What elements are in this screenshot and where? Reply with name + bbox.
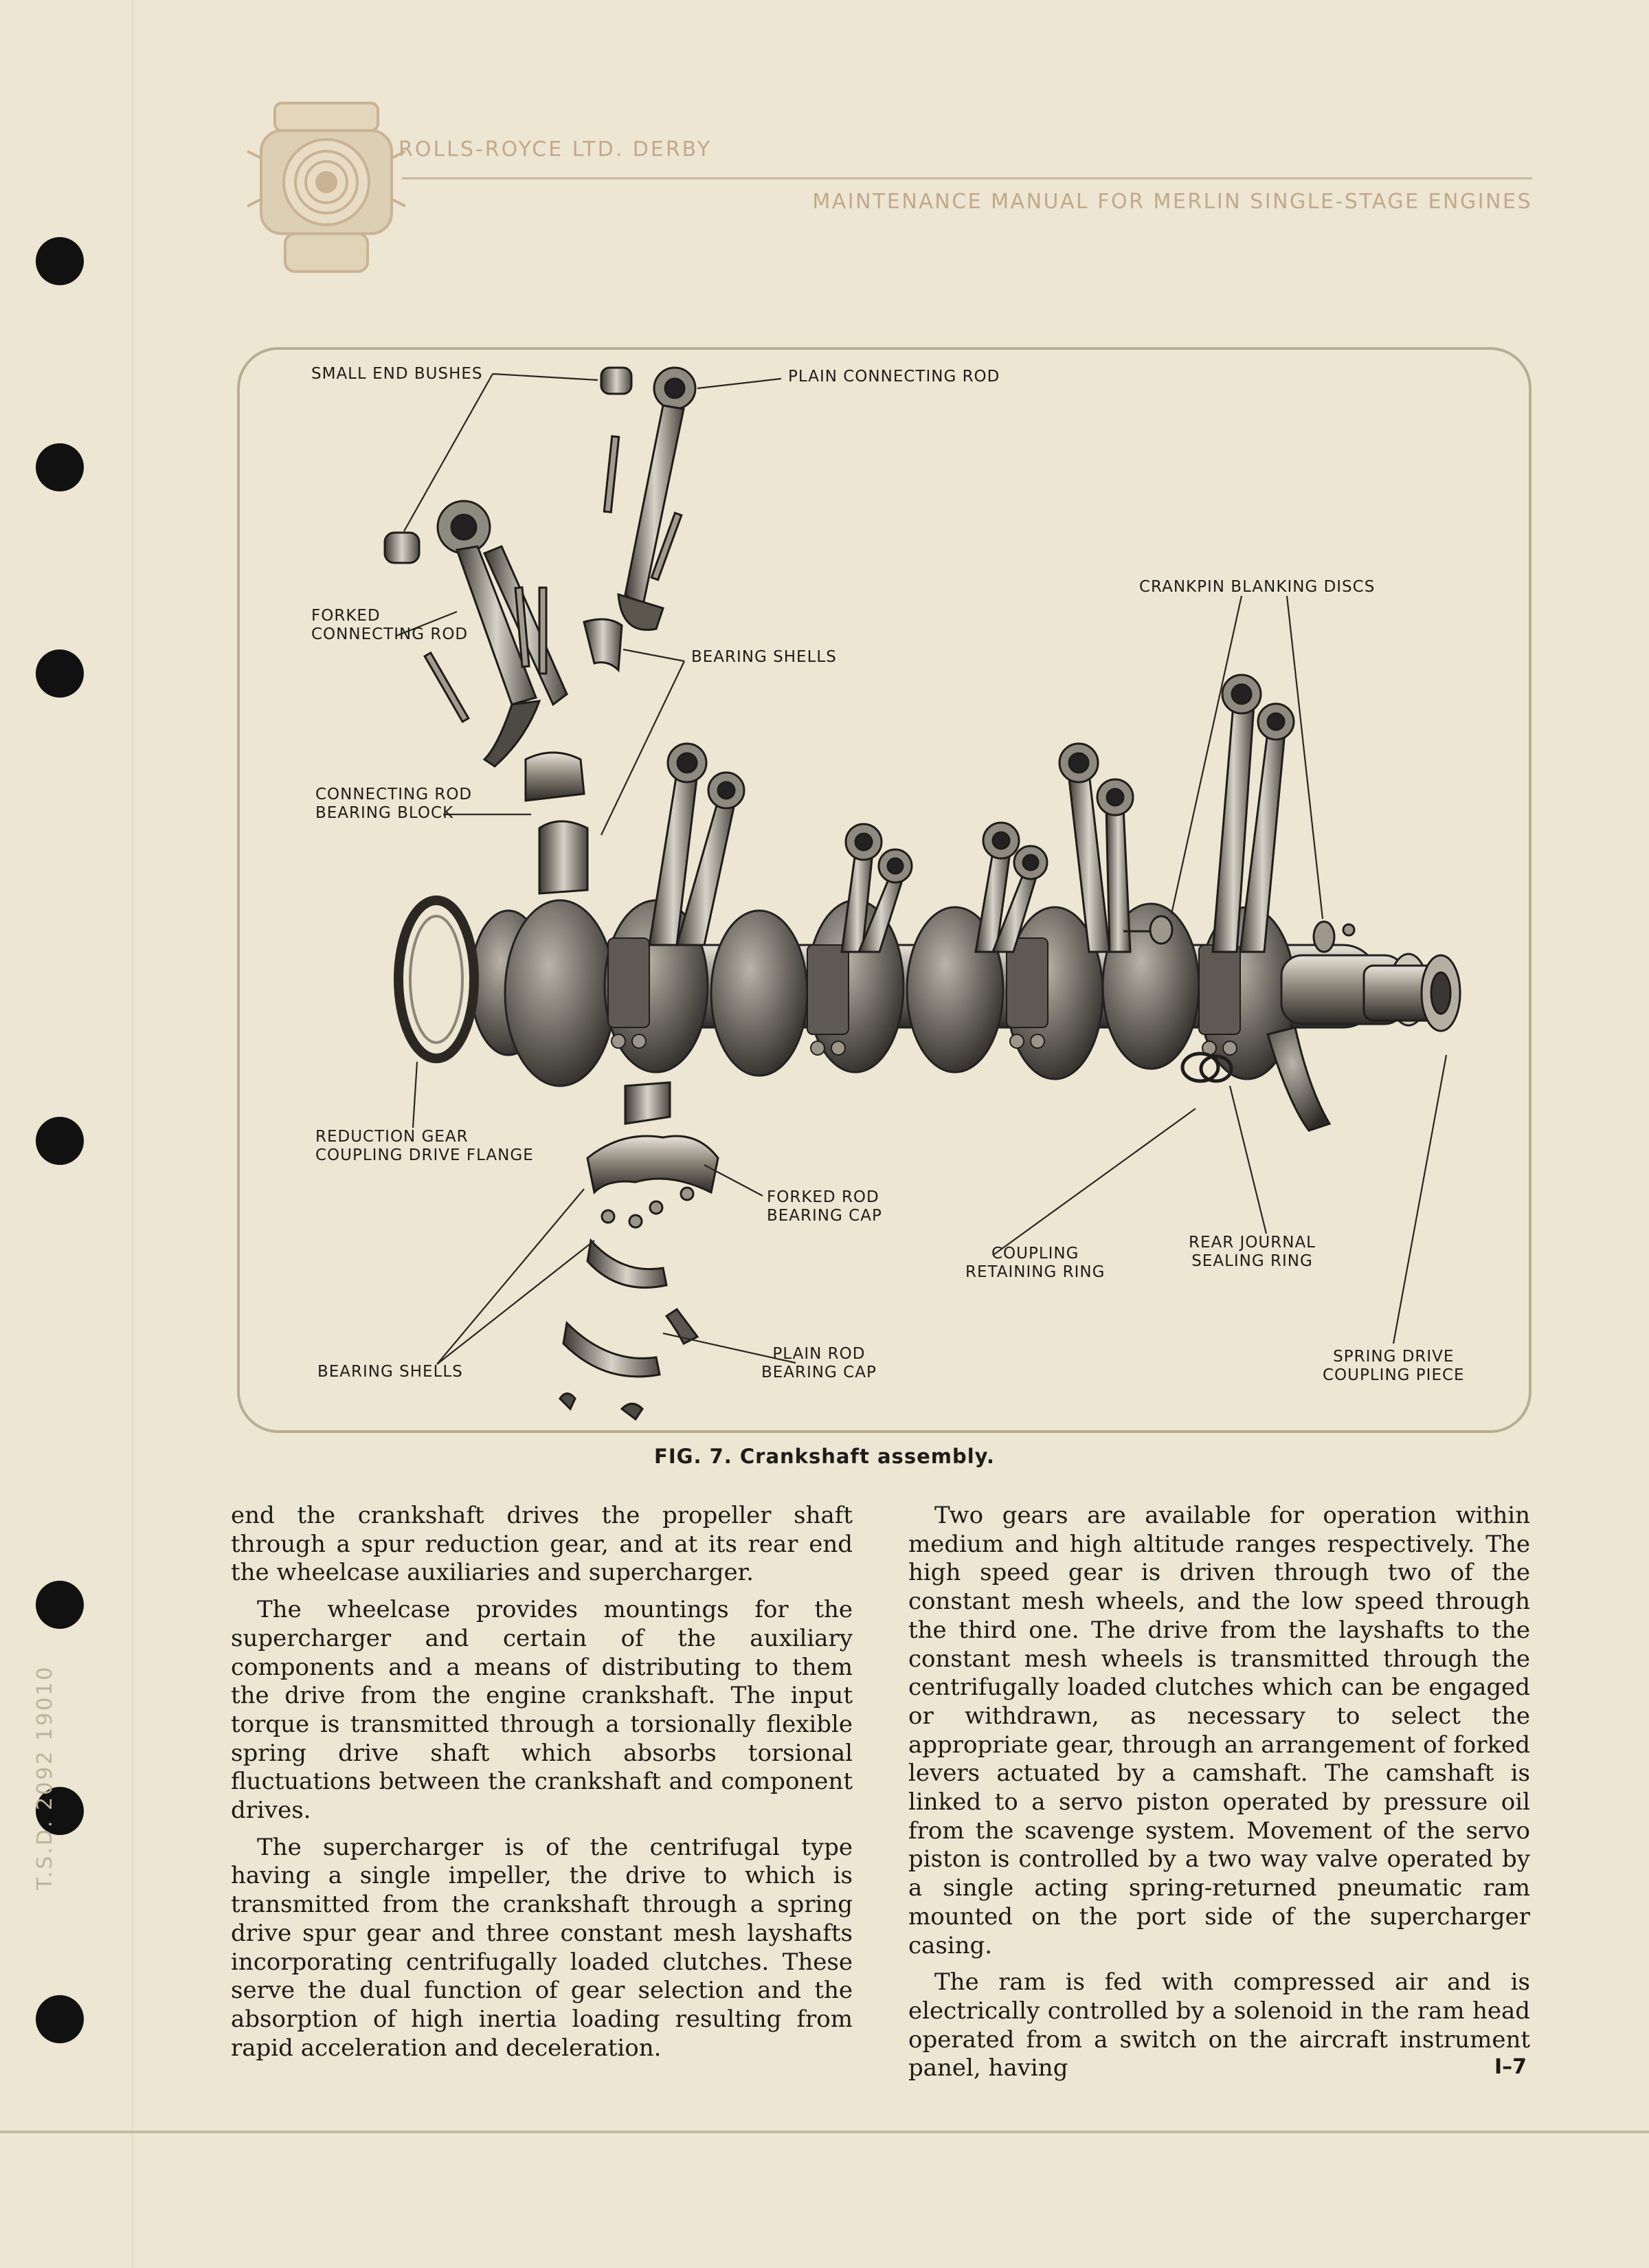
figure-caption: FIG. 7. Crankshaft assembly. <box>654 1445 995 1468</box>
page-number: I–7 <box>1494 2055 1527 2079</box>
crankshaft-figure <box>237 347 1529 1430</box>
punch-hole <box>36 1995 84 2043</box>
company-name: ROLLS-ROYCE LTD. DERBY <box>399 137 712 162</box>
label-forked-rod-bearing-cap: FORKED ROD BEARING CAP <box>767 1188 882 1225</box>
body-column-right <box>908 1502 1530 2091</box>
engine-logo-icon <box>247 96 405 282</box>
label-bearing-shells-bottom: BEARING SHELLS <box>317 1363 463 1381</box>
label-small-end-bushes: SMALL END BUSHES <box>311 365 483 383</box>
label-spring-drive-coupling-piece: SPRING DRIVE COUPLING PIECE <box>1323 1348 1465 1384</box>
paragraph: Two gears are available for operation within medium and high altitude ranges respectively. The high speed gear is driven through two of the constant mesh wheels, and the low speed through the third one. The drive from the layshafts to the constant mesh wheels is transmitted through the centrifugally loaded clutches which can be engaged or withdrawn, as necessary to select the appropriate gear, through an arrangement of forked levers actuated by a camshaft. The camshaft is linked to a servo piston operated by pressure oil from the scavenge system. Movement of the servo piston is controlled by a two way valve operated by a single acting spring-returned pneumatic ram mounted on the port side of the supercharger casing. <box>908 1502 1530 1959</box>
label-plain-connecting-rod: PLAIN CONNECTING ROD <box>788 368 1000 386</box>
paragraph: The ram is fed with compressed air and is electrically controlled by a solenoid in the ram head operated from a switch on the aircraft instrument panel, having <box>908 1968 1530 2082</box>
exploded-lower-parts <box>560 1082 718 1419</box>
binding-margin-line <box>132 0 133 2268</box>
label-crankpin-blanking-discs: CRANKPIN BLANKING DISCS <box>1139 578 1376 596</box>
punch-hole <box>36 1117 84 1165</box>
label-plain-rod-bearing-cap: PLAIN ROD BEARING CAP <box>761 1345 877 1381</box>
punch-hole <box>36 1581 84 1629</box>
label-bearing-shells-top: BEARING SHELLS <box>691 648 837 666</box>
side-document-code: T.S.D. 2092 19010 <box>33 1665 57 1890</box>
paragraph: The supercharger is of the centrifugal type having a single impeller, the drive to which is transmitted from the crankshaft through a spring drive spur gear and three constant mesh layshafts incorporating centrifugally loaded clutches. These serve the dual function of gear selection and the absorption of high inertia loading resulting from rapid acceleration and deceleration. <box>231 1833 853 2062</box>
punch-hole <box>36 237 84 285</box>
punch-hole <box>36 443 84 491</box>
spring-drive-coupling <box>1364 955 1460 1031</box>
paragraph: The wheelcase provides mountings for the supercharger and certain of the auxiliary components and a means of distributing to them the drive from the engine crankshaft. The input torque is transmitted through a torsionally flexible spring drive shaft which absorbs torsional fluctuations between the crankshaft and component drives. <box>231 1596 853 1825</box>
label-reduction-gear-flange: REDUCTION GEAR COUPLING DRIVE FLANGE <box>315 1128 534 1164</box>
label-coupling-retaining-ring: COUPLING RETAINING RING <box>965 1245 1106 1281</box>
label-forked-connecting-rod: FORKED CONNECTING ROD <box>311 607 469 643</box>
label-connecting-rod-bearing-block: CONNECTING ROD BEARING BLOCK <box>315 786 473 822</box>
footer-rule <box>0 2131 1649 2133</box>
label-rear-journal-sealing-ring: REAR JOURNAL SEALING RING <box>1189 1234 1316 1270</box>
punch-hole <box>36 649 84 698</box>
reduction-gear-flange <box>399 900 474 1058</box>
body-column-left <box>231 1502 853 2071</box>
crankshaft-illustration <box>237 347 1529 1430</box>
paragraph: end the crankshaft drives the propeller shaft through a spur reduction gear, and at its rear end the wheelcase auxiliaries and supercharger. <box>231 1502 853 1587</box>
manual-title: MAINTENANCE MANUAL FOR MERLIN SINGLE-STAGE ENGINES <box>812 190 1532 214</box>
header-rule <box>402 177 1532 179</box>
